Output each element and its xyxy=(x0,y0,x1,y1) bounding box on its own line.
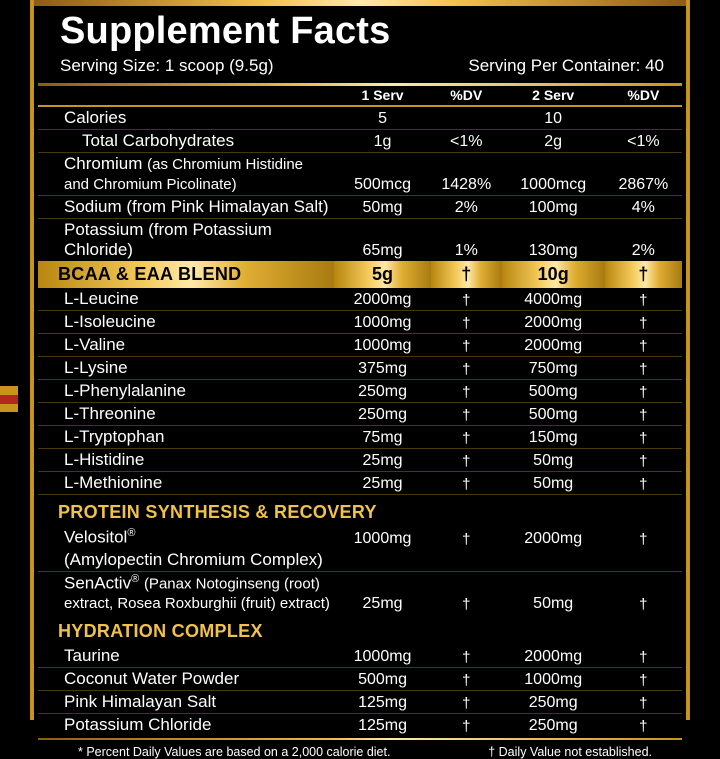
value-dv1: <1% xyxy=(431,129,502,152)
footer-dagger-note: † Daily Value not established. xyxy=(488,745,652,759)
table-row xyxy=(38,356,682,379)
ingredient-name: L-Phenylalanine xyxy=(38,379,334,402)
facts-table xyxy=(38,86,682,736)
column-header-blank xyxy=(38,86,334,106)
value-1serv: 1000mg xyxy=(334,310,431,333)
footer xyxy=(38,740,682,759)
value-dv2: <1% xyxy=(605,129,682,152)
table-row xyxy=(38,288,682,311)
value-2serv: 150mg xyxy=(502,425,605,448)
ingredient-name: L-Leucine xyxy=(38,288,334,311)
nutrient-name: Total Carbohydrates xyxy=(38,129,334,152)
value-2serv: 1000mcg xyxy=(502,152,605,195)
value-1serv: 25mg xyxy=(362,595,403,613)
table-row xyxy=(38,714,682,737)
value-2serv: 500mg xyxy=(502,379,605,402)
value-1serv: 250mg xyxy=(334,402,431,425)
value-dv2: † xyxy=(605,471,682,494)
blend-2serv: 10g xyxy=(502,261,605,288)
value-dv2: † xyxy=(639,596,648,614)
value-2serv: 250mg xyxy=(528,717,578,735)
value-dv1: † xyxy=(462,596,471,614)
value-1serv: 250mg xyxy=(334,379,431,402)
ingredient-name: L-Tryptophan xyxy=(38,425,334,448)
value-dv1: † xyxy=(431,310,502,333)
value-dv1: † xyxy=(431,691,502,714)
table-row xyxy=(38,668,682,691)
value-2serv: 4000mg xyxy=(502,288,605,311)
value-dv1: † xyxy=(431,448,502,471)
table-row xyxy=(38,129,682,152)
ingredient-name: L-Valine xyxy=(38,333,334,356)
value-dv1: † xyxy=(462,530,471,548)
table-row xyxy=(38,152,682,195)
nutrient-name: Sodium (from Pink Himalayan Salt) xyxy=(38,195,334,218)
value-1serv: 75mg xyxy=(334,425,431,448)
column-header-dv2: %DV xyxy=(605,86,682,106)
value-dv1: † xyxy=(431,402,502,425)
spacer-cell xyxy=(334,549,431,572)
value-1serv: 1000mg xyxy=(334,333,431,356)
left-edge-tab-red xyxy=(0,395,18,404)
value-dv2: 2867% xyxy=(605,152,682,195)
serving-size: Serving Size: 1 scoop (9.5g) xyxy=(60,55,274,75)
value-2serv: 2000mg xyxy=(502,310,605,333)
value-dv1: † xyxy=(431,379,502,402)
table-row xyxy=(38,106,682,130)
nutrient-name: Calories xyxy=(38,106,334,130)
value-dv2: † xyxy=(605,425,682,448)
value-dv1: † xyxy=(431,333,502,356)
value-1serv: 500mg xyxy=(334,668,431,691)
value-dv1 xyxy=(431,106,502,130)
value-dv2: 4% xyxy=(605,195,682,218)
value-2serv: 2g xyxy=(502,129,605,152)
ingredient-note: (Amylopectin Chromium Complex) xyxy=(38,549,334,572)
ingredient-name: Potassium Chloride xyxy=(64,715,212,735)
table-row xyxy=(38,402,682,425)
table-header-row xyxy=(38,86,682,106)
value-dv2: 2% xyxy=(631,241,655,259)
ingredient-name: L-Methionine xyxy=(38,471,334,494)
table-row xyxy=(38,549,682,572)
value-dv2: † xyxy=(605,668,682,691)
value-dv2: † xyxy=(605,333,682,356)
section-heading-label: HYDRATION COMPLEX xyxy=(58,621,263,642)
value-1serv: 25mg xyxy=(334,471,431,494)
table-row xyxy=(38,218,682,261)
value-1serv: 25mg xyxy=(334,448,431,471)
value-1serv: 65mg xyxy=(362,241,403,259)
table-row xyxy=(38,471,682,494)
value-2serv: 750mg xyxy=(502,356,605,379)
table-row xyxy=(38,571,682,614)
page-title: Supplement Facts xyxy=(60,10,391,52)
left-edge-tab xyxy=(0,386,18,412)
value-2serv: 50mg xyxy=(502,471,605,494)
value-dv2 xyxy=(605,106,682,130)
ingredient-label: SenActiv xyxy=(64,573,132,593)
table-row xyxy=(38,425,682,448)
spacer-cell xyxy=(605,549,682,572)
blend-dv1: † xyxy=(431,261,502,288)
spacer-cell xyxy=(431,549,502,572)
value-dv1: † xyxy=(431,425,502,448)
value-1serv: 125mg xyxy=(334,691,431,714)
value-dv2: † xyxy=(605,310,682,333)
value-dv2: † xyxy=(605,402,682,425)
blend-dv2: † xyxy=(605,261,682,288)
value-dv1: 2% xyxy=(431,195,502,218)
blend-label: BCAA & EAA BLEND xyxy=(38,261,334,288)
value-dv2: † xyxy=(605,379,682,402)
value-2serv: 1000mg xyxy=(502,668,605,691)
value-dv2: † xyxy=(639,718,648,736)
value-dv2: † xyxy=(605,288,682,311)
ingredient-note: (Panax Notoginseng (root) extract, Rosea Roxburghii (fruit) extract) xyxy=(64,575,330,613)
bcaa-eaa-blend-band xyxy=(38,261,682,288)
table-row xyxy=(38,526,682,549)
value-dv1: 1% xyxy=(454,241,478,259)
value-1serv: 50mg xyxy=(334,195,431,218)
value-1serv: 1000mg xyxy=(334,645,431,668)
value-1serv: 1g xyxy=(334,129,431,152)
table-row xyxy=(38,333,682,356)
column-header-1serv: 1 Serv xyxy=(334,86,431,106)
ingredient-name: Pink Himalayan Salt xyxy=(38,691,334,714)
value-1serv: 5 xyxy=(334,106,431,130)
value-dv1: 1428% xyxy=(431,152,502,195)
ingredient-name: L-Isoleucine xyxy=(38,310,334,333)
blend-1serv: 5g xyxy=(334,261,431,288)
value-2serv: 50mg xyxy=(502,448,605,471)
ingredient-label: Velositol xyxy=(64,527,128,547)
value-dv1: † xyxy=(431,471,502,494)
spacer-cell xyxy=(502,549,605,572)
value-2serv: 2000mg xyxy=(502,645,605,668)
ingredient-name: Coconut Water Powder xyxy=(38,668,334,691)
value-2serv: 10 xyxy=(502,106,605,130)
table-row xyxy=(38,691,682,714)
registered-mark: ® xyxy=(131,572,140,585)
value-dv1: † xyxy=(431,668,502,691)
value-dv1: † xyxy=(462,718,471,736)
section-heading-protein xyxy=(38,494,682,526)
ingredient-name: L-Histidine xyxy=(38,448,334,471)
nutrient-label: Chromium xyxy=(64,153,143,173)
nutrient-note: (as Chromium Histidine and Chromium Picolinate) xyxy=(64,155,304,193)
ingredient-name: L-Lysine xyxy=(38,356,334,379)
value-2serv: 2000mg xyxy=(524,529,583,547)
table-row xyxy=(38,448,682,471)
nutrient-name xyxy=(38,152,334,195)
column-header-dv1: %DV xyxy=(431,86,502,106)
value-1serv: 500mcg xyxy=(334,152,431,195)
registered-mark: ® xyxy=(127,526,136,539)
nutrient-name: Potassium (from Potassium Chloride) xyxy=(64,219,272,259)
value-dv1: † xyxy=(431,288,502,311)
column-header-2serv: 2 Serv xyxy=(502,86,605,106)
ingredient-name: L-Threonine xyxy=(38,402,334,425)
value-dv2: † xyxy=(639,530,648,548)
value-2serv: 2000mg xyxy=(502,333,605,356)
value-2serv: 100mg xyxy=(502,195,605,218)
value-dv2: † xyxy=(605,691,682,714)
ingredient-name: Taurine xyxy=(38,645,334,668)
value-1serv: 125mg xyxy=(358,717,407,735)
serving-per-container: Serving Per Container: 40 xyxy=(468,55,664,75)
value-dv1: † xyxy=(431,356,502,379)
table-row xyxy=(38,195,682,218)
value-2serv: 250mg xyxy=(502,691,605,714)
ingredient-name xyxy=(38,571,334,614)
value-1serv: 1000mg xyxy=(353,529,412,547)
section-heading-hydration xyxy=(38,614,682,645)
footer-daily-values-note: * Percent Daily Values are based on a 2,000 calorie diet. xyxy=(78,745,391,759)
value-dv1: † xyxy=(431,645,502,668)
value-2serv: 500mg xyxy=(502,402,605,425)
value-dv2: † xyxy=(605,645,682,668)
table-row xyxy=(38,379,682,402)
value-2serv: 130mg xyxy=(528,241,578,259)
value-1serv: 375mg xyxy=(334,356,431,379)
value-1serv: 2000mg xyxy=(334,288,431,311)
section-heading-label: PROTEIN SYNTHESIS & RECOVERY xyxy=(58,501,377,522)
table-row xyxy=(38,645,682,668)
value-dv2: † xyxy=(605,356,682,379)
supplement-facts-panel xyxy=(30,0,690,759)
serving-info xyxy=(38,52,682,80)
value-2serv: 50mg xyxy=(533,595,574,613)
ingredient-name xyxy=(38,526,334,549)
value-dv2: † xyxy=(605,448,682,471)
table-row xyxy=(38,310,682,333)
